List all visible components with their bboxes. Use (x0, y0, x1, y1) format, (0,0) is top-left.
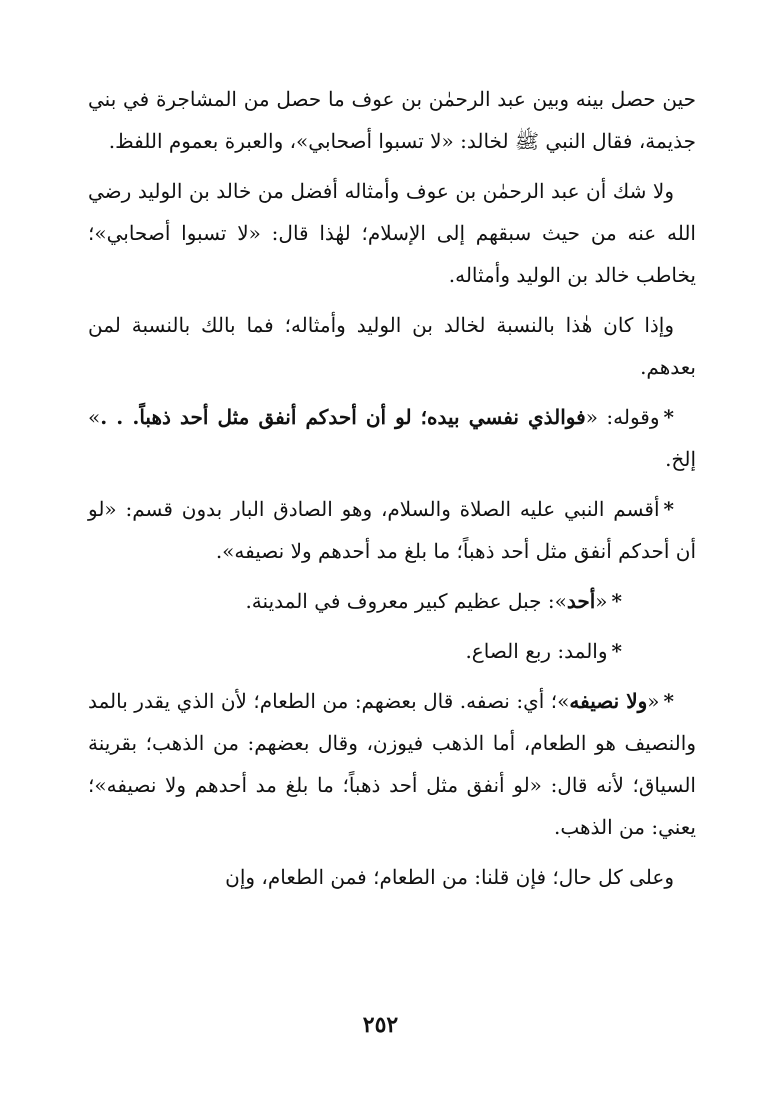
page-body (88, 78, 696, 906)
quote-close: » (557, 689, 570, 713)
paragraph-5-text: أقسم النبي عليه الصلاة والسلام، وهو الصادق البار بدون قسم: «لو أن أحدكم أنفق مثل أحد ذهباً؛ ما بلغ مد أحدهم ولا نصيفه». (88, 497, 696, 563)
bullet-star: * (663, 405, 674, 429)
paragraph-3: وإذا كان هٰذا بالنسبة لخالد بن الوليد وأمثاله؛ فما بالك بالنسبة لمن بعدهم. (88, 313, 696, 379)
paragraph-5 (88, 488, 696, 572)
bullet-star: * (611, 589, 622, 613)
hadith-quote: فوالذي نفسي بيده؛ لو أن أحدكم أنفق مثل أحد ذهباً. . . (100, 405, 586, 429)
paragraph-4-tail: » إلخ. (88, 405, 696, 471)
paragraph-2: ولا شك أن عبد الرحمٰن بن عوف وأمثاله أفضل من خالد بن الوليد رضي الله عنه من حيث سبقهم إلى الإسلام؛ لهٰذا قال: «لا تسبوا أصحابي»؛ يخاطب خالد بن الوليد وأمثاله. (88, 179, 696, 287)
paragraph-8-text: ؛ أي: نصفه. قال بعضهم: من الطعام؛ لأن الذي يقدر بالمد والنصيف هو الطعام، أما الذهب فيوزن، وقال بعضهم: من الذهب؛ بقرينة السياق؛ لأنه قال: «لو أنفق مثل أحد ذهباً؛ ما بلغ مد أحدهم ولا نصيفه»؛ يعني: من الذهب. (88, 689, 696, 839)
paragraph-4 (88, 396, 696, 480)
paragraph-6-text: : جبل عظيم كبير معروف في المدينة. (245, 589, 555, 613)
paragraph-6 (88, 580, 696, 622)
paragraph-7-text: والمد: ربع الصاع. (465, 639, 608, 663)
quote-close: » (554, 589, 567, 613)
paragraph-1: حين حصل بينه وبين عبد الرحمٰن بن عوف ما حصل من المشاجرة في بني جذيمة، فقال النبي ﷺ لخالد: «لا تسبوا أصحابي»، والعبرة بعموم اللفظ. (88, 87, 696, 153)
paragraph-7 (88, 630, 696, 672)
term-nasif: ولا نصيفه (569, 689, 648, 713)
bullet-star: * (663, 497, 674, 521)
bullet-star: * (611, 639, 622, 663)
bullet-star: * (663, 689, 674, 713)
paragraph-4-lead: وقوله: « (585, 405, 660, 429)
term-uhud: أحد (566, 589, 596, 613)
quote-open: « (647, 689, 660, 713)
quote-open: « (595, 589, 608, 613)
page-number: ٢٥٢ (362, 1012, 399, 1038)
paragraph-9: وعلى كل حال؛ فإن قلنا: من الطعام؛ فمن الطعام، وإن (225, 865, 674, 889)
paragraph-8 (88, 680, 696, 848)
